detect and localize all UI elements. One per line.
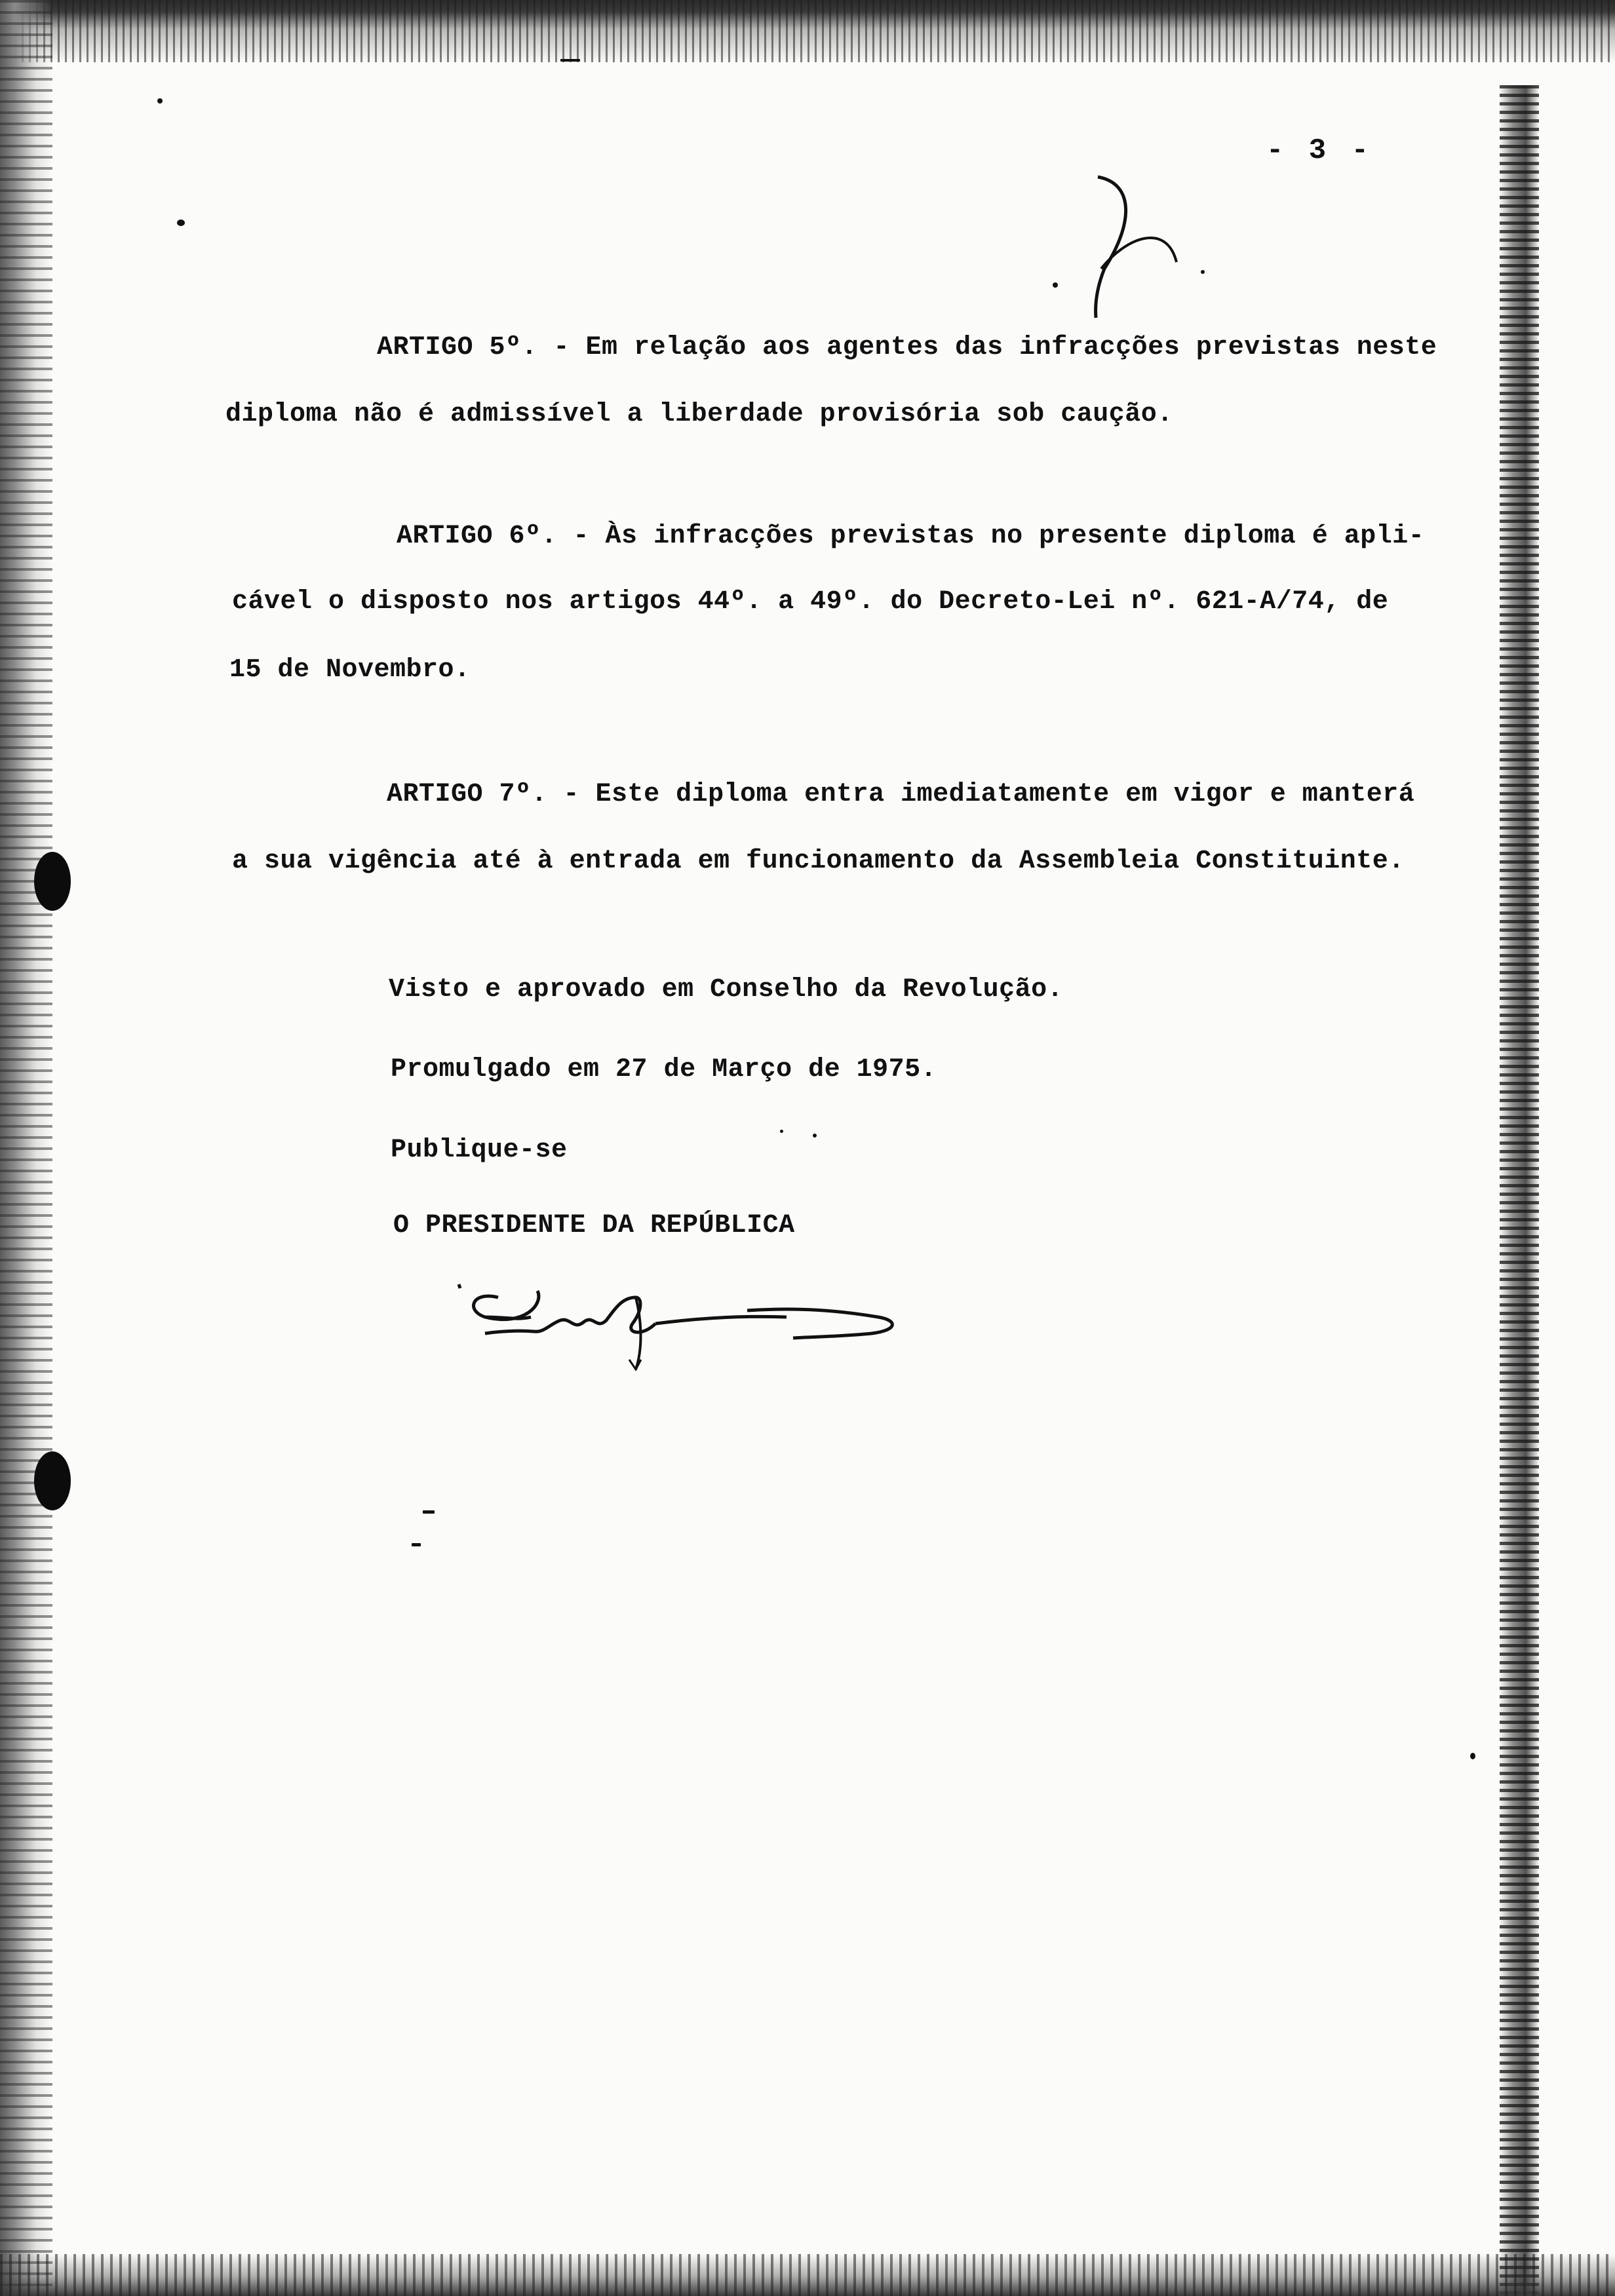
artigo-7-line-1: ARTIGO 7º. - Este diploma entra imediatamente em vigor e manterá [387, 780, 1415, 809]
punch-hole [34, 1451, 71, 1510]
president-signature [446, 1271, 957, 1389]
scan-edge-left [0, 0, 52, 2296]
scan-speck [560, 59, 580, 62]
scan-speck [1470, 1753, 1475, 1759]
scan-speck [157, 98, 163, 104]
scan-speck [177, 220, 185, 226]
publish-order: Publique-se [391, 1136, 568, 1165]
scan-edge-right [1500, 85, 1539, 2296]
artigo-6-line-3: 15 de Novembro. [229, 655, 471, 685]
punch-hole [34, 852, 71, 911]
scan-edge-bottom [0, 2254, 1615, 2296]
approval-statement: Visto e aprovado em Conselho da Revolução. [389, 975, 1064, 1004]
scan-speck [423, 1510, 435, 1514]
handwritten-initial-mark [1036, 164, 1219, 321]
scan-speck [412, 1543, 421, 1546]
artigo-6-line-1: ARTIGO 6º. - Às infracções previstas no presente diploma é apli- [397, 522, 1425, 551]
artigo-5-line-2: diploma não é admissível a liberdade provisória sob caução. [225, 400, 1173, 429]
artigo-6-line-2: cável o disposto nos artigos 44º. a 49º. do Decreto-Lei nº. 621-A/74, de [232, 587, 1389, 617]
scan-edge-top [0, 0, 1615, 62]
signatory-title: O PRESIDENTE DA REPÚBLICA [393, 1211, 795, 1240]
artigo-5-line-1: ARTIGO 5º. - Em relação aos agentes das infracções previstas neste [377, 333, 1437, 362]
scan-speck [813, 1134, 817, 1138]
scan-speck [780, 1130, 783, 1133]
promulgation-date: Promulgado em 27 de Março de 1975. [391, 1055, 937, 1084]
artigo-7-line-2: a sua vigência até à entrada em funcionamento da Assembleia Constituinte. [232, 847, 1405, 876]
page-number: - 3 - [1266, 134, 1373, 167]
